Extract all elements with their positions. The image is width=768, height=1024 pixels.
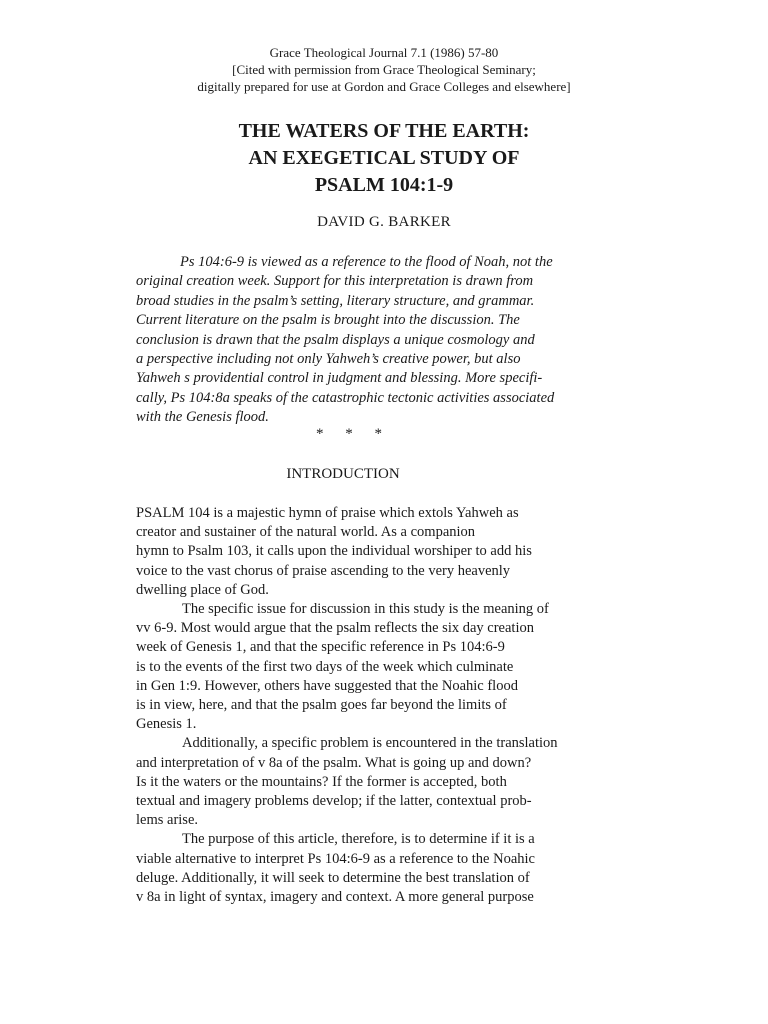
body-line: dwelling place of God. <box>136 581 269 598</box>
abstract-line: Ps 104:6-9 is viewed as a reference to the flood of Noah, not the <box>180 254 553 270</box>
title-line: THE WATERS OF THE EARTH: <box>238 120 530 142</box>
abstract-line: broad studies in the psalm’s setting, literary structure, and grammar. <box>136 292 535 309</box>
body-line: The purpose of this article, therefore, is to determine if it is a <box>182 831 535 848</box>
article-title <box>0 118 768 199</box>
digitization-note: digitally prepared for use at Gordon and Grace Colleges and elsewhere] <box>197 79 571 94</box>
title-line: PSALM 104:1-9 <box>314 174 454 196</box>
abstract-line: conclusion is drawn that the psalm displays a unique cosmology and <box>136 331 535 348</box>
body-line: creator and sustainer of the natural world. As a companion <box>136 524 476 541</box>
journal-citation: Grace Theological Journal 7.1 (1986) 57-80 <box>269 45 499 60</box>
abstract-line: original creation week. Support for this interpretation is drawn from <box>136 273 534 290</box>
body-line: viable alternative to interpret Ps 104:6-9 as a reference to the Noahic <box>136 850 535 867</box>
body-line: textual and imagery problems develop; if the latter, contextual prob- <box>136 793 532 810</box>
body-line: vv 6-9. Most would argue that the psalm reflects the six day creation <box>136 620 534 637</box>
abstract <box>136 253 616 428</box>
body-line: is to the events of the first two days of the week which culminate <box>136 658 514 675</box>
body-line: week of Genesis 1, and that the specific reference in Ps 104:6-9 <box>136 639 505 656</box>
body-line: voice to the vast chorus of praise ascending to the very heavenly <box>136 562 511 579</box>
body-line: Additionally, a specific problem is encountered in the translation <box>182 735 558 752</box>
body-line: deluge. Additionally, it will seek to determine the best translation of <box>136 869 530 886</box>
body-line: is in view, here, and that the psalm goes far beyond the limits of <box>136 697 507 714</box>
section-heading: INTRODUCTION <box>286 466 400 482</box>
abstract-line: a perspective including not only Yahweh’s creative power, but also <box>136 351 521 368</box>
body-line: and interpretation of v 8a of the psalm. What is going up and down? <box>136 754 532 771</box>
permission-note: [Cited with permission from Grace Theological Seminary; <box>232 62 536 77</box>
body-line: hymn to Psalm 103, it calls upon the individual worshiper to add his <box>136 543 532 560</box>
abstract-line: Yahweh s providential control in judgment and blessing. More specifi- <box>136 370 543 387</box>
body-line: PSALM 104 is a majestic hymn of praise which extols Yahweh as <box>136 505 519 521</box>
abstract-line: with the Genesis flood. <box>136 409 269 426</box>
body-text <box>136 504 616 907</box>
body-line: Genesis 1. <box>136 716 197 733</box>
abstract-line: cally, Ps 104:8a speaks of the catastrophic tectonic activities associated <box>136 389 555 406</box>
body-line: v 8a in light of syntax, imagery and context. A more general purpose <box>136 889 534 906</box>
section-separator: * * * <box>316 426 391 442</box>
title-line: AN EXEGETICAL STUDY OF <box>248 147 520 169</box>
body-line: lems arise. <box>136 812 199 829</box>
body-line: The specific issue for discussion in this study is the meaning of <box>182 601 549 618</box>
abstract-line: Current literature on the psalm is brought into the discussion. The <box>136 312 520 329</box>
body-line: in Gen 1:9. However, others have suggested that the Noahic flood <box>136 677 518 694</box>
citation-header <box>0 44 768 95</box>
author-name: DAVID G. BARKER <box>317 214 451 230</box>
body-line: Is it the waters or the mountains? If the former is accepted, both <box>136 773 507 790</box>
